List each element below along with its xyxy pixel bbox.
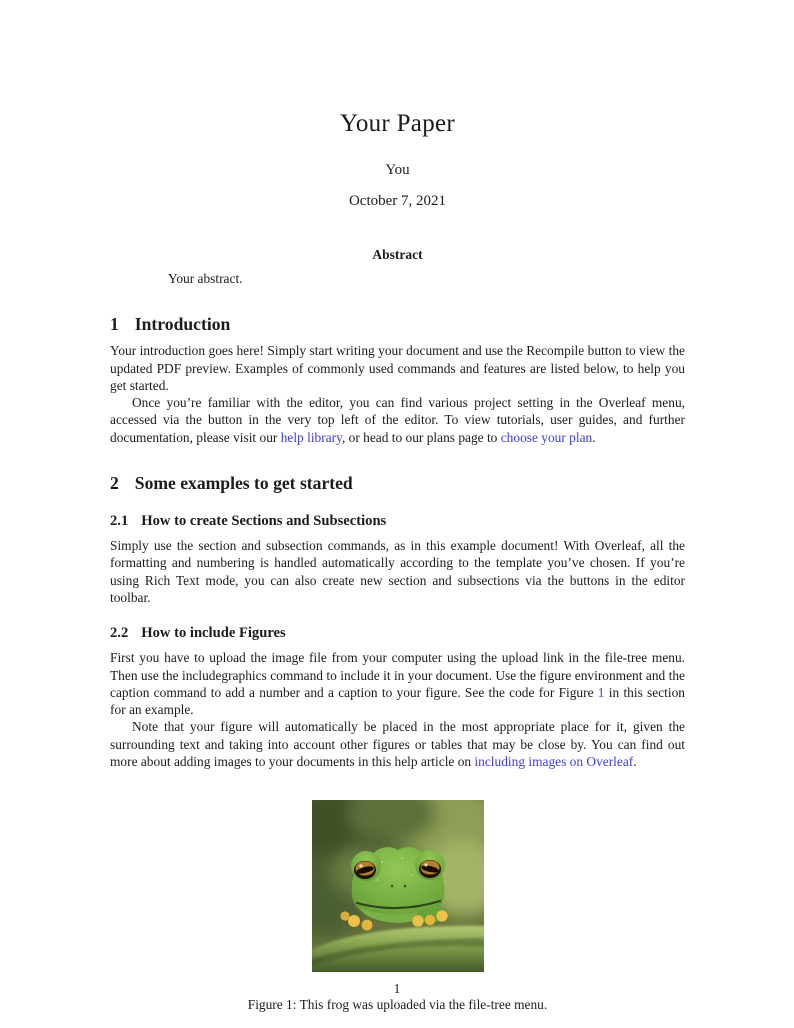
choose-your-plan-link[interactable]: choose your plan	[500, 429, 593, 445]
subsection-heading-sections	[110, 513, 685, 530]
paper-author: You	[385, 162, 410, 178]
section-number: 1	[110, 314, 119, 335]
figures-paragraph-2	[110, 718, 685, 770]
including-images-link[interactable]: including images on Overleaf	[474, 754, 634, 770]
figure-caption: Figure 1: This frog was uploaded via the file-tree menu.	[247, 997, 548, 1013]
figures-paragraph-1	[110, 649, 685, 718]
subsection-title: How to create Sections and Subsections	[141, 513, 387, 530]
subsection-heading-figures	[110, 625, 685, 642]
text-run: .	[592, 429, 596, 445]
subsection-number: 2.1	[110, 513, 129, 530]
section-title: Introduction	[134, 314, 231, 335]
subsection-title: How to include Figures	[141, 625, 286, 642]
page-number: 1	[393, 981, 401, 996]
intro-paragraph-2	[110, 394, 685, 446]
frog-photo	[312, 800, 484, 972]
text-run: Once you’re familiar with the editor, you can find various project setting in the Overleaf menu, accessed via the button in the very top left of the editor. To view tutorials, user guides, and further documentation, please visit our	[110, 395, 685, 445]
text-run: First you have to upload the image file from your computer using the upload link in the file-tree menu. Then use the includegraphics command to include it in your document. Use the figure environment and the caption command to add a number and a caption to your figure. See the code for Figure	[110, 650, 685, 700]
text-run: in this section for an example.	[110, 684, 685, 718]
help-library-link[interactable]: help library	[280, 429, 342, 445]
sections-paragraph: Simply use the section and subsection commands, as in this example document! With Overleaf, all the formatting and numbering is handled automatically according to the template you’ve chosen. If you’re using Rich Text mode, you can also create new section and subsections via the buttons in the editor toolbar.	[110, 538, 685, 605]
section-number: 2	[110, 473, 119, 494]
text-run: .	[633, 754, 637, 770]
abstract-body: Your abstract.	[168, 271, 243, 286]
abstract-heading: Abstract	[372, 247, 423, 262]
text-run: , or head to our plans page to	[341, 429, 501, 445]
section-title: Some examples to get started	[134, 473, 353, 494]
text-run: Note that your figure will automatically be placed in the most appropriate place for it, given the surrounding text and taking into account other figures or tables that may be close by. You can find out more about adding images to your documents in this help article on	[110, 719, 685, 770]
paper-date: October 7, 2021	[348, 193, 447, 209]
figure-1	[110, 800, 685, 972]
intro-paragraph-1: Your introduction goes here! Simply start writing your document and use the Recompile button to view the updated PDF preview. Examples of commonly used commands and features are listed below, to help you get started.	[110, 343, 685, 393]
section-heading-examples	[110, 473, 685, 494]
figure-1-reference-link[interactable]: 1	[597, 684, 605, 700]
subsection-number: 2.2	[110, 625, 129, 642]
section-heading-introduction	[110, 314, 685, 335]
paper-title: Your Paper	[339, 110, 456, 137]
